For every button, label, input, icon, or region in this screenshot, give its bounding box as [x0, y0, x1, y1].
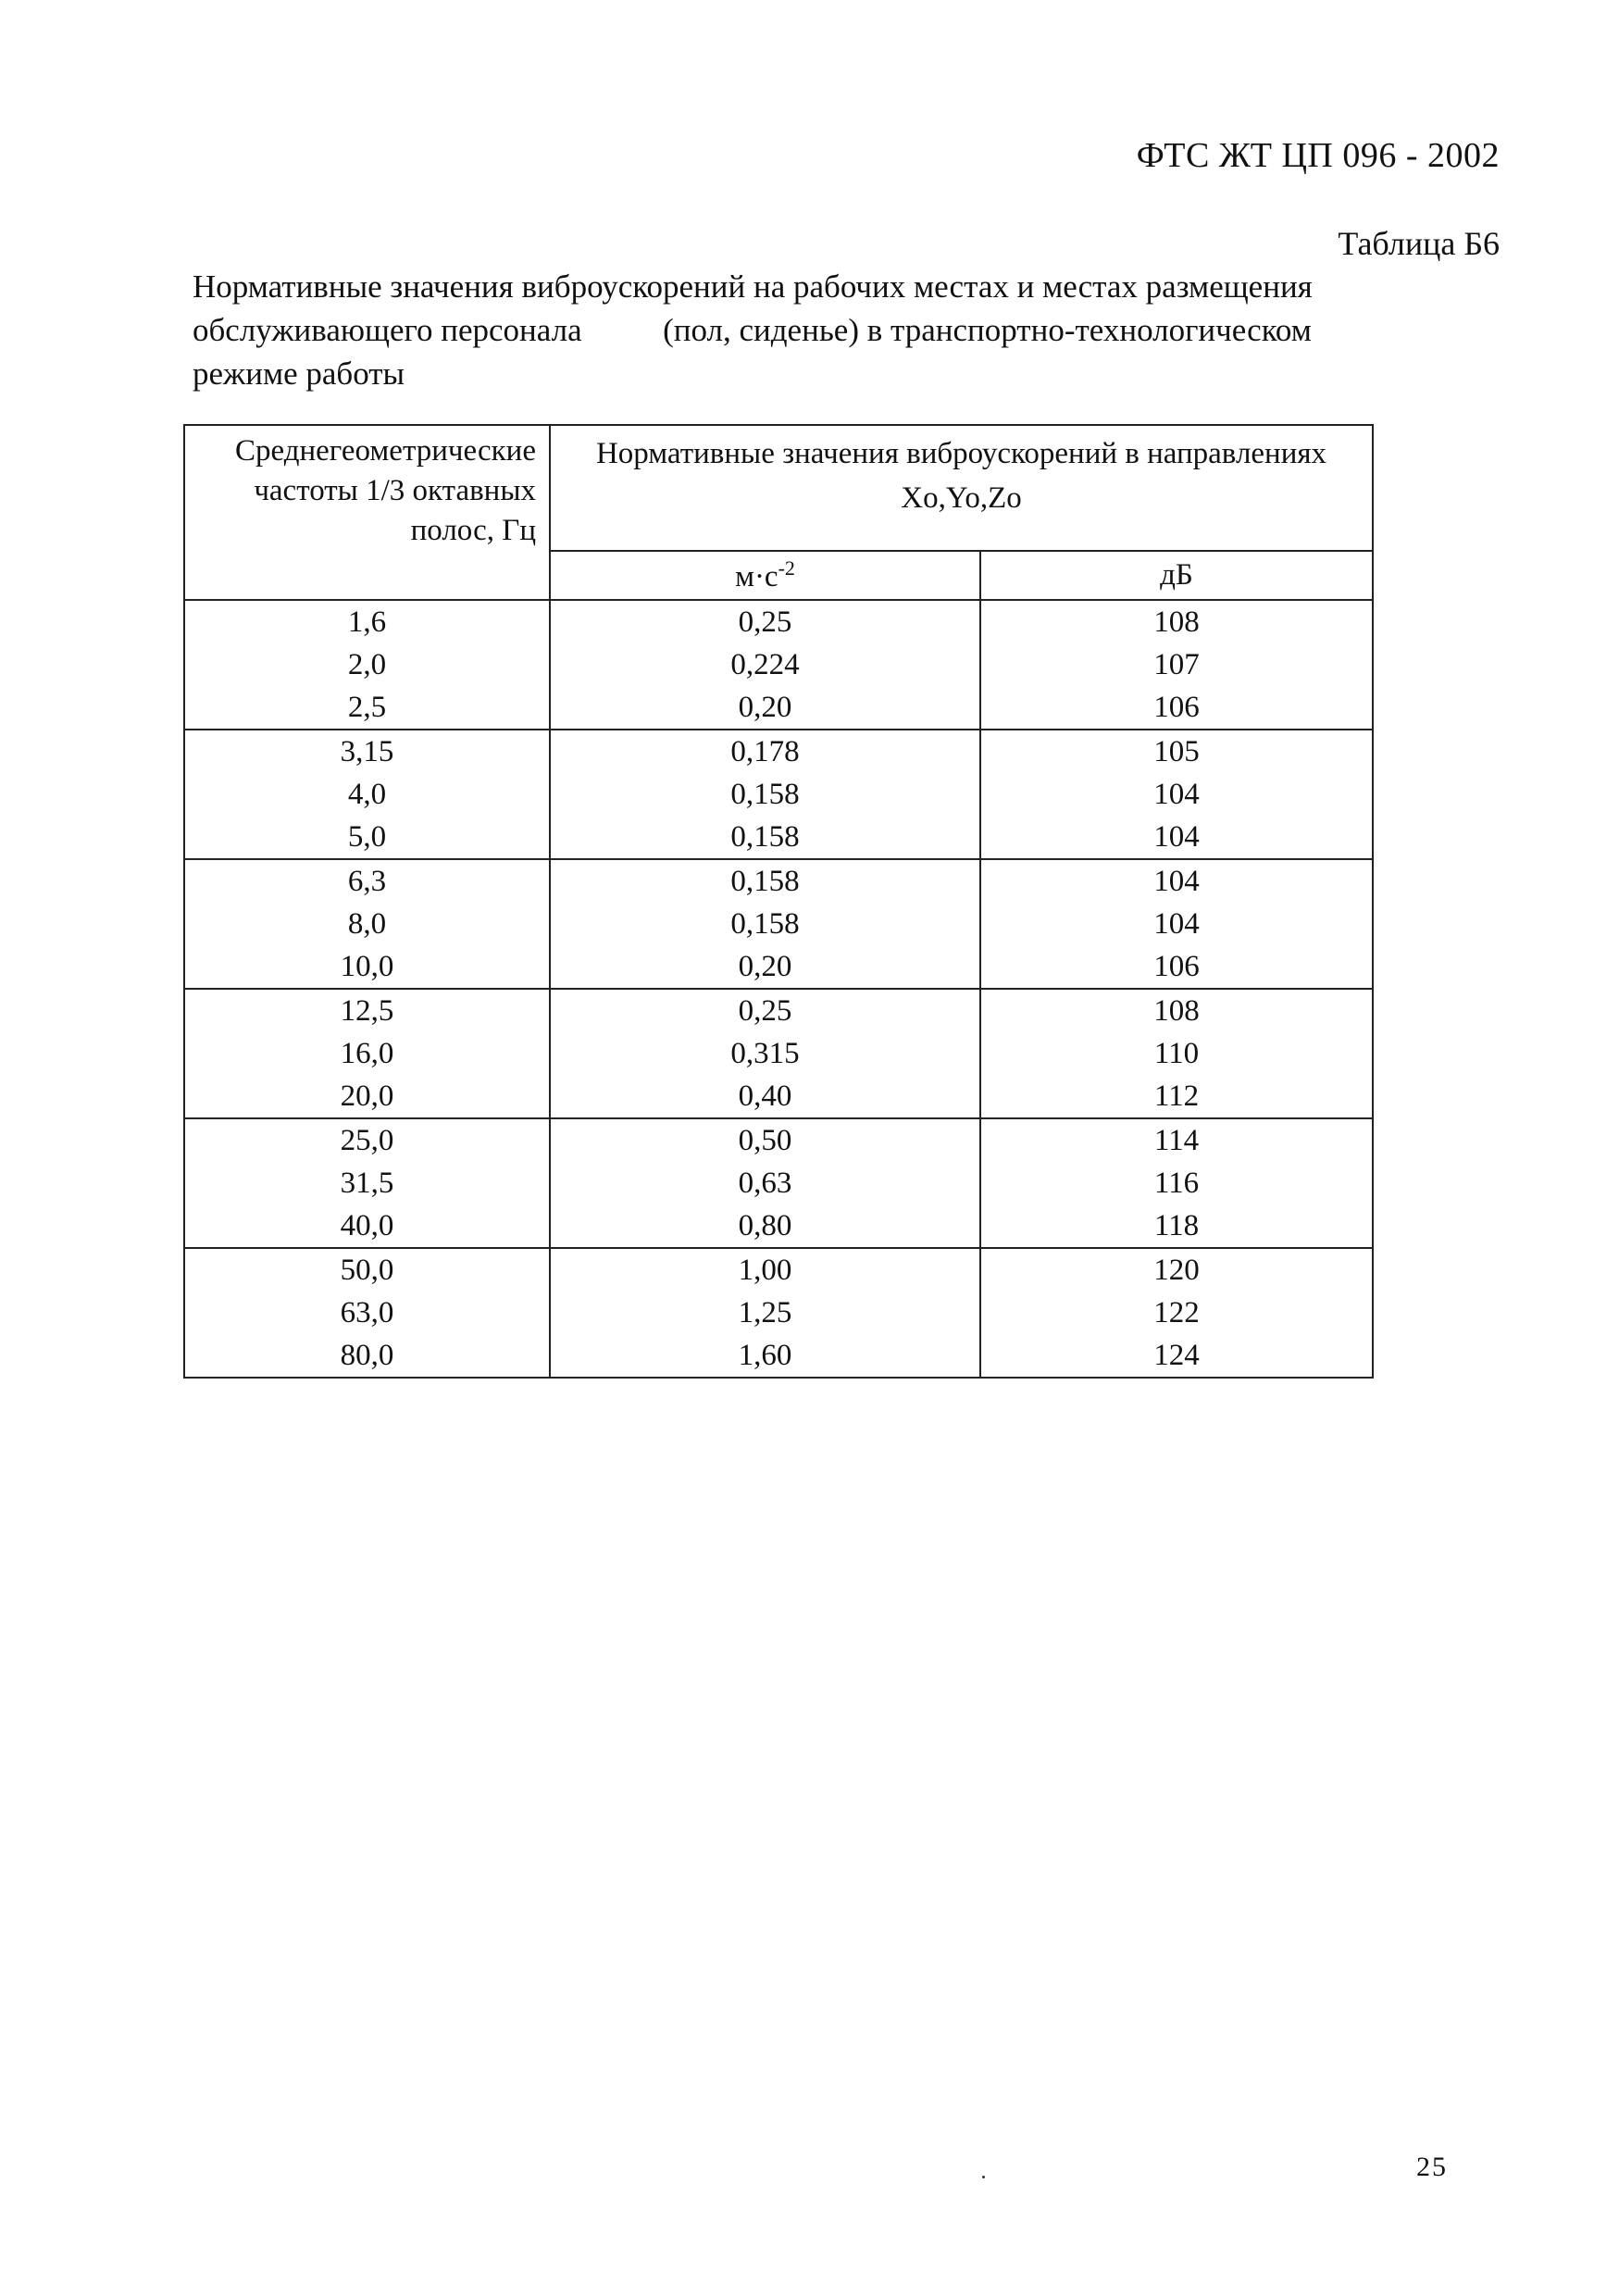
frequency-column-header — [184, 425, 550, 600]
acceleration-ms-cell: 0,158 — [550, 773, 980, 816]
acceleration-db-cell: 122 — [980, 1292, 1373, 1334]
acceleration-ms-cell: 0,224 — [550, 643, 980, 686]
acceleration-db-cell: 118 — [980, 1204, 1373, 1248]
acceleration-ms-cell: 0,158 — [550, 903, 980, 945]
page-number: 25 — [1416, 2152, 1448, 2182]
table-number: Таблица Б6 — [1338, 225, 1500, 262]
frequency-cell: 80,0 — [184, 1334, 550, 1378]
acceleration-ms-cell: 1,60 — [550, 1334, 980, 1378]
acceleration-ms-cell: 0,20 — [550, 945, 980, 989]
acceleration-ms-cell: 0,20 — [550, 686, 980, 730]
table-row — [184, 730, 1373, 773]
frequency-header-line: полос, Гц — [410, 514, 536, 547]
table-row-group — [184, 730, 1373, 859]
caption-line: режиме работы — [193, 356, 405, 392]
frequency-cell: 31,5 — [184, 1162, 550, 1204]
acceleration-db-cell: 104 — [980, 816, 1373, 859]
acceleration-ms-cell: 0,25 — [550, 600, 980, 643]
table-row — [184, 1075, 1373, 1118]
table-row — [184, 1032, 1373, 1075]
acceleration-ms-cell: 0,178 — [550, 730, 980, 773]
frequency-cell: 25,0 — [184, 1118, 550, 1162]
frequency-cell: 4,0 — [184, 773, 550, 816]
frequency-cell: 8,0 — [184, 903, 550, 945]
frequency-cell: 1,6 — [184, 600, 550, 643]
table-row — [184, 773, 1373, 816]
unit-db-header: дБ — [980, 551, 1373, 600]
norm-header-line: Нормативные значения виброускорений в направлениях — [595, 437, 1327, 470]
table-row — [184, 1292, 1373, 1334]
table-row — [184, 686, 1373, 730]
table-row — [184, 1248, 1373, 1292]
norm-header-line: Xo,Yo,Zo — [901, 481, 1022, 515]
acceleration-db-cell: 106 — [980, 686, 1373, 730]
acceleration-ms-cell: 0,25 — [550, 989, 980, 1032]
acceleration-db-cell: 107 — [980, 643, 1373, 686]
frequency-header-line: частоты 1/3 октавных — [254, 474, 536, 507]
acceleration-ms-cell: 0,80 — [550, 1204, 980, 1248]
acceleration-ms-cell: 0,40 — [550, 1075, 980, 1118]
vibration-norms-table — [183, 424, 1374, 1379]
document-code: ФТС ЖТ ЦП 096 - 2002 — [1136, 136, 1500, 175]
acceleration-ms-cell: 0,63 — [550, 1162, 980, 1204]
acceleration-db-cell: 110 — [980, 1032, 1373, 1075]
table-row — [184, 816, 1373, 859]
acceleration-db-cell: 106 — [980, 945, 1373, 989]
frequency-cell: 40,0 — [184, 1204, 550, 1248]
table-row-group — [184, 859, 1373, 989]
acceleration-db-cell: 108 — [980, 989, 1373, 1032]
frequency-cell: 12,5 — [184, 989, 550, 1032]
frequency-cell: 2,5 — [184, 686, 550, 730]
frequency-cell: 63,0 — [184, 1292, 550, 1334]
acceleration-db-cell: 108 — [980, 600, 1373, 643]
caption-line: обслуживающего персонала (пол, сиденье) в транспортно-технологическом — [193, 312, 1312, 348]
table-row-group — [184, 989, 1373, 1118]
acceleration-ms-cell: 1,25 — [550, 1292, 980, 1334]
frequency-header-line: Среднегеометрические — [234, 434, 536, 468]
frequency-cell: 10,0 — [184, 945, 550, 989]
acceleration-db-cell: 120 — [980, 1248, 1373, 1292]
table-row — [184, 643, 1373, 686]
acceleration-db-cell: 104 — [980, 903, 1373, 945]
acceleration-ms-cell: 0,158 — [550, 859, 980, 903]
scan-speck — [982, 2176, 985, 2178]
acceleration-ms-cell: 0,50 — [550, 1118, 980, 1162]
table-row — [184, 600, 1373, 643]
frequency-cell: 50,0 — [184, 1248, 550, 1292]
table-row — [184, 1162, 1373, 1204]
table-row-group — [184, 600, 1373, 730]
table-row — [184, 859, 1373, 903]
acceleration-db-cell: 104 — [980, 773, 1373, 816]
acceleration-ms-cell: 0,158 — [550, 816, 980, 859]
frequency-cell: 20,0 — [184, 1075, 550, 1118]
caption-line: Нормативные значения виброускорений на рабочих местах и местах размещения — [193, 268, 1313, 305]
acceleration-db-cell: 116 — [980, 1162, 1373, 1204]
unit-ms-header — [550, 551, 980, 600]
table-row-group — [184, 1118, 1373, 1248]
acceleration-db-cell: 104 — [980, 859, 1373, 903]
table-row — [184, 1334, 1373, 1378]
frequency-cell: 6,3 — [184, 859, 550, 903]
acceleration-db-cell: 114 — [980, 1118, 1373, 1162]
frequency-cell: 16,0 — [184, 1032, 550, 1075]
acceleration-ms-cell: 0,315 — [550, 1032, 980, 1075]
frequency-cell: 2,0 — [184, 643, 550, 686]
acceleration-ms-cell: 1,00 — [550, 1248, 980, 1292]
table-row — [184, 903, 1373, 945]
table-row-group — [184, 1248, 1373, 1378]
acceleration-db-cell: 105 — [980, 730, 1373, 773]
table-row — [184, 1204, 1373, 1248]
acceleration-db-cell: 112 — [980, 1075, 1373, 1118]
frequency-cell: 5,0 — [184, 816, 550, 859]
unit-ms-exponent: -2 — [778, 556, 795, 580]
norm-values-header — [550, 425, 1373, 551]
frequency-cell: 3,15 — [184, 730, 550, 773]
unit-ms-base: м·с — [735, 560, 778, 594]
table-caption — [193, 265, 1451, 395]
table-row — [184, 989, 1373, 1032]
acceleration-db-cell: 124 — [980, 1334, 1373, 1378]
table-row — [184, 945, 1373, 989]
table-row — [184, 1118, 1373, 1162]
